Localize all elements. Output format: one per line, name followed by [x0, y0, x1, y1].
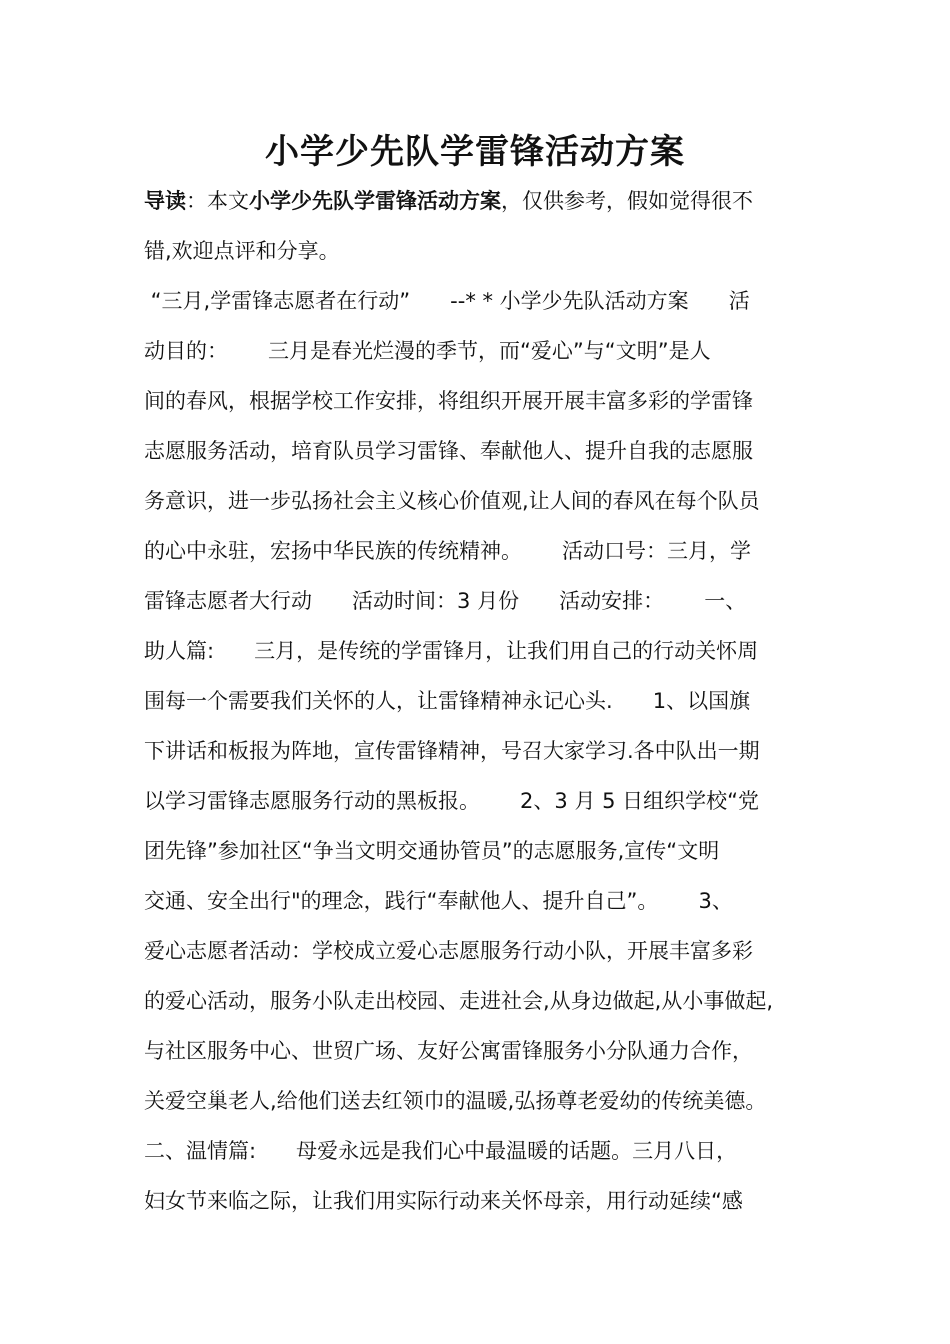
intro-line-1	[144, 176, 824, 226]
body-line: 妇女节来临之际，让我们用实际行动来关怀母亲，用行动延续“感	[144, 1189, 743, 1213]
body-line: 与社区服务中心、世贸广场、友好公寓雷锋服务小分队通力合作，	[144, 1039, 753, 1063]
body-line: 围每一个需要我们关怀的人，让雷锋精神永记心头. 1、以国旗	[144, 689, 751, 713]
document-title: 小学少先队学雷锋活动方案	[265, 132, 685, 172]
intro-rest: ，仅供参考，假如觉得很不	[501, 189, 753, 213]
body-line: “三月,学雷锋志愿者在行动” --* * 小学少先队活动方案 活	[144, 289, 750, 313]
body-line: 间的春风，根据学校工作安排，将组织开展开展丰富多彩的学雷锋	[144, 389, 753, 413]
body-line: 关爱空巢老人,给他们送去红领巾的温暖,弘扬尊老爱幼的传统美德。	[144, 1089, 767, 1113]
body-line: 二、温情篇: 母爱永远是我们心中最温暖的话题。三月八日，	[144, 1139, 738, 1163]
intro-label: 导读	[144, 189, 186, 213]
body-line: 以学习雷锋志愿服务行动的黑板报。 2、3 月 5 日组织学校“党	[144, 789, 760, 813]
body-line: 志愿服务活动，培育队员学习雷锋、奉献他人、提升自我的志愿服	[144, 439, 753, 463]
body-line: 务意识，进一步弘扬社会主义核心价值观,让人间的春风在每个队员	[144, 489, 760, 513]
body-line: 下讲话和板报为阵地，宣传雷锋精神，号召大家学习.各中队出一期	[144, 739, 760, 763]
body-line: 助人篇: 三月，是传统的学雷锋月，让我们用自己的行动关怀周	[144, 639, 759, 663]
body-line: 爱心志愿者活动：学校成立爱心志愿服务行动小队，开展丰富多彩	[144, 939, 753, 963]
body-line: 雷锋志愿者大行动 活动时间：3 月份 活动安排： 一、	[144, 589, 747, 613]
body-line: 团先锋”参加社区“争当文明交通协管员”的志愿服务,宣传“文明	[144, 839, 720, 863]
intro-line-2: 错,欢迎点评和分享。	[144, 239, 340, 263]
intro-bold-title: 小学少先队学雷锋活动方案	[249, 189, 501, 213]
body-line: 的爱心活动，服务小队走出校园、走进社会,从身边做起,从小事做起,	[144, 989, 774, 1013]
intro-separator: ：本文	[186, 189, 249, 213]
body-line: 交通、安全出行"的理念，践行“奉献他人、提升自己”。 3、	[144, 889, 733, 913]
body-line: 的心中永驻，宏扬中华民族的传统精神。 活动口号：三月，学	[144, 539, 752, 563]
body-line: 动目的： 三月是春光烂漫的季节，而“爱心”与“文明”是人	[144, 339, 711, 363]
